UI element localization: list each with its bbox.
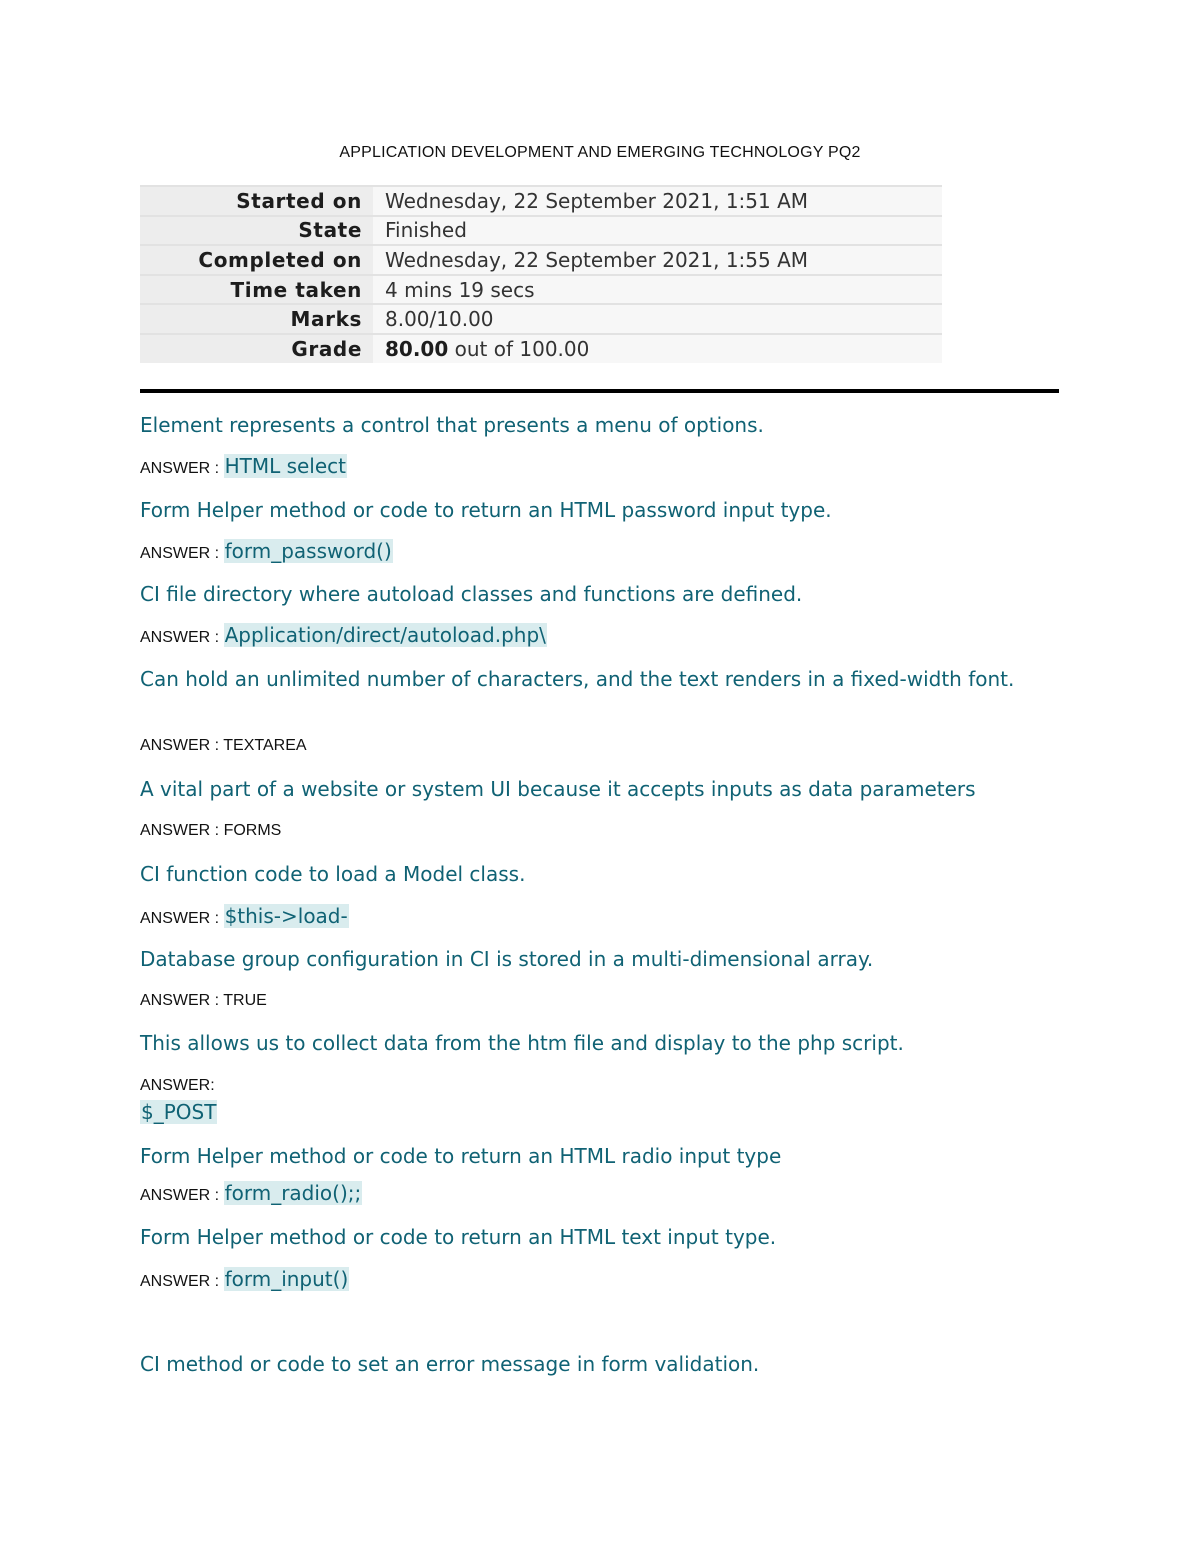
summary-label: Completed on [140,244,373,274]
answer-text: TEXTAREA [223,737,307,754]
question-text: This allows us to collect data from the htm file and display to the php script. [140,1031,904,1055]
summary-row-state [140,215,942,245]
qa-item [140,1224,1040,1250]
answer-line [140,1180,1040,1209]
qa-item [140,412,1040,438]
answer-line [140,903,1040,932]
question-text: Form Helper method or code to return an HTML radio input type [140,1144,782,1168]
qa-answer [140,1073,1040,1128]
answer-line [140,988,1040,1014]
answer-line [140,538,1040,567]
question-text: Form Helper method or code to return an HTML password input type. [140,498,832,522]
summary-value [373,333,942,363]
answer-line [140,622,1040,651]
answer-label: ANSWER : [140,545,224,562]
summary-row-completed [140,244,942,274]
qa-answer [140,453,1040,482]
summary-row-time-taken [140,274,942,304]
qa-item [140,666,1040,692]
answer-highlighted: Application/direct/autoload.php\ [224,623,546,647]
summary-row-started [140,185,942,215]
summary-label: Started on [140,185,373,215]
answer-line [140,453,1040,482]
answer-text: FORMS [223,822,282,839]
answer-line [140,1266,1040,1295]
question-text: CI file directory where autoload classes and functions are defined. [140,582,803,606]
qa-item [140,1143,1040,1169]
answer-highlighted: form_radio();; [224,1181,362,1205]
summary-value: Finished [373,215,942,245]
qa-item [140,946,1040,972]
summary-row-grade [140,333,942,363]
answer-highlighted: form_input() [224,1267,349,1291]
answer-highlighted: HTML select [224,454,346,478]
qa-item [140,1030,1040,1056]
summary-value: 8.00/10.00 [373,303,942,333]
summary-label: Time taken [140,274,373,304]
qa-answer [140,622,1040,651]
qa-item [140,497,1040,523]
qa-answer [140,733,1040,759]
quiz-summary-table [140,185,942,363]
qa-answer [140,903,1040,932]
answer-label: ANSWER: [140,1077,215,1094]
answer-text: TRUE [223,992,267,1009]
summary-label: State [140,215,373,245]
answer-highlighted: form_password() [224,539,392,563]
document-title: APPLICATION DEVELOPMENT AND EMERGING TECHNOLOGY PQ2 [339,144,861,161]
answer-highlighted: $_POST [141,1100,217,1124]
qa-answer [140,1180,1040,1209]
answer-line [140,818,1040,844]
answer-highlighted: $this->load- [224,904,348,928]
question-text: CI method or code to set an error message in form validation. [140,1352,760,1376]
summary-label: Marks [140,303,373,333]
answer-label: ANSWER : [140,822,224,839]
answer-label: ANSWER : [140,992,224,1009]
question-text: Element represents a control that presents a menu of options. [140,413,764,437]
answer-label: ANSWER : [140,1187,224,1204]
qa-answer [140,988,1040,1014]
answer-label: ANSWER : [140,737,224,754]
summary-value: 4 mins 19 secs [373,274,942,304]
summary-value: Wednesday, 22 September 2021, 1:55 AM [373,244,942,274]
qa-answer [140,538,1040,567]
qa-item [140,861,1040,887]
question-text: Database group configuration in CI is stored in a multi-dimensional array. [140,947,874,971]
qa-item [140,776,1040,802]
answer-line [140,733,1040,759]
section-divider [140,389,1059,393]
summary-row-marks [140,303,942,333]
question-text: CI function code to load a Model class. [140,862,526,886]
answer-label: ANSWER : [140,629,224,646]
grade-total: out of 100.00 [448,336,590,361]
answer-label: ANSWER : [140,910,224,927]
answer-line [140,1073,1040,1099]
answer-line [140,1099,1040,1128]
answer-label: ANSWER : [140,460,224,477]
answer-label: ANSWER : [140,1273,224,1290]
qa-item [140,1351,1040,1377]
qa-answer [140,818,1040,844]
summary-value: Wednesday, 22 September 2021, 1:51 AM [373,185,942,215]
question-text: Form Helper method or code to return an HTML text input type. [140,1225,777,1249]
grade-score: 80.00 [385,336,449,361]
summary-label: Grade [140,333,373,363]
qa-answer [140,1266,1040,1295]
qa-item [140,581,1040,607]
question-text: Can hold an unlimited number of characters, and the text renders in a fixed-width font. [140,667,1015,691]
question-text: A vital part of a website or system UI because it accepts inputs as data parameters [140,777,976,801]
